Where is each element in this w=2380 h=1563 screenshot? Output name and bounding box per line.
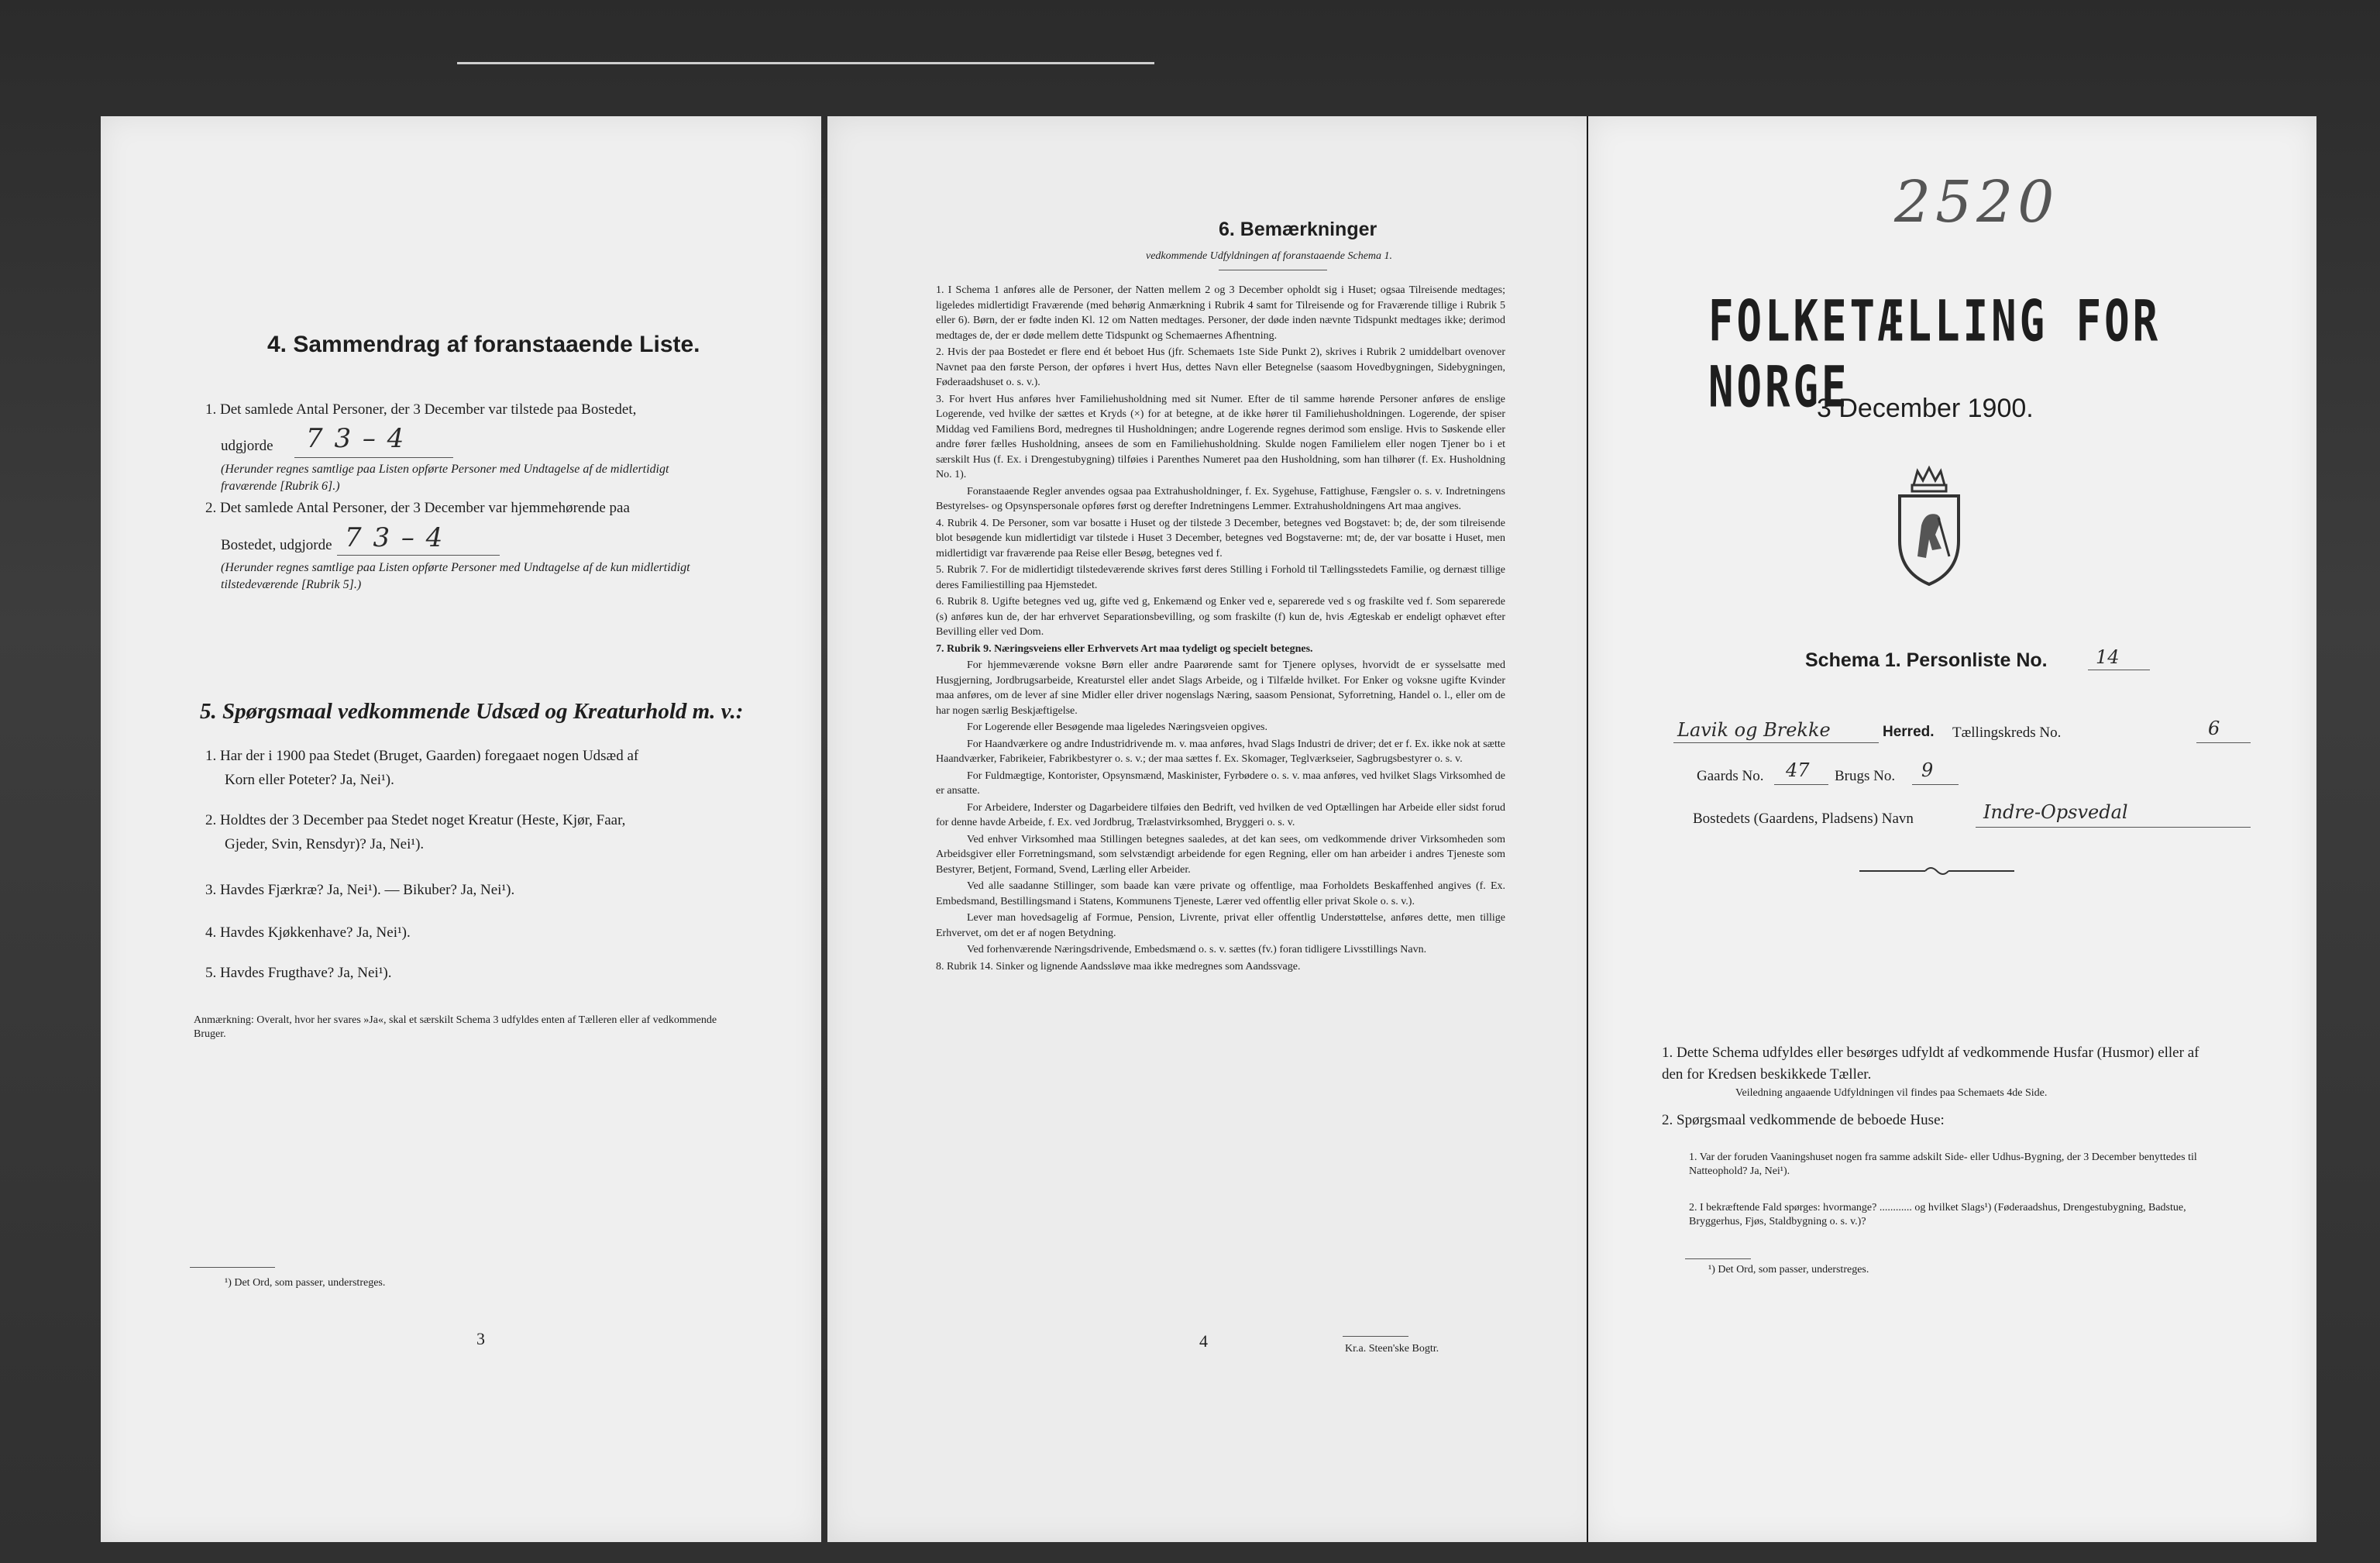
footnote: ¹) Det Ord, som passer, understreges. [225, 1277, 386, 1289]
section4-item2-note: (Herunder regnes samtlige paa Listen opførte Personer med Undtagelse af de kun midlertidigt tilstedeværende [Rubrik 5].) [221, 561, 690, 591]
gaards-no-handwritten: 47 [1786, 759, 1810, 781]
printer-credit: Kr.a. Steen'ske Bogtr. [1345, 1343, 1439, 1355]
remarks-title: 6. Bemærkninger [1219, 219, 1377, 240]
remark-5: 5. Rubrik 7. For de midlertidigt tilstedeværende skrives først deres Stilling i Forhold til Tællingsstedets Familie, og dernæst tillige deres Familiestilling paa Hjemstedet. [936, 564, 1505, 591]
ornament-divider [1859, 865, 2014, 877]
printer-rule [1343, 1336, 1408, 1337]
remark-7c: For Haandværkere og andre Industridrivende m. v. maa anføres, hvad Slags Industri de driver; det er f. Ex. ikke nok at sætte Haandværker, Fabrikeier, Fabrikbestyrer o. s. v.; der maa sættes f. Ex. Skomager, Teglværkseier, Sagbrugsbestyrer o. s. v. [936, 738, 1506, 765]
remark-7e: For Arbeidere, Inderster og Dagarbeidere tilføies den Bedrift, ved hvilken de ved Optællingen har Arbeide eller sidst forud for denne havde Arbeide, f. Ex. ved Jordbrug, Trælastvirksomhed, Bryggeri o. s. v. [936, 801, 1505, 828]
kreds-no-handwritten: 6 [2208, 718, 2220, 739]
brugs-no-handwritten: 9 [1921, 759, 1934, 781]
remark-7f: Ved enhver Virksomhed maa Stillingen betegnes saaledes, at det kan sees, om vedkommende driver Virksomheden som Arbeidsgiver eller Forretningsmand, som selvstændigt arbeidende for egen Regning, eller om han arbeider i andres Tjeneste som Bestyrer, Betjent, Formand, Svend, Lærling eller Arbeider. [936, 833, 1505, 876]
section5-q2: 2. Holdtes der 3 December paa Stedet noget Kreatur (Heste, Kjør, Faar, [205, 812, 626, 828]
middle-page [827, 116, 1602, 1542]
instruction-1: 1. Dette Schema udfyldes eller besørges udfyldt af vedkommende Husfar (Husmor) eller af den for Kredsen beskikkede Tæller. [1662, 1045, 2199, 1083]
fill-line [2196, 742, 2251, 743]
page-number: 3 [476, 1329, 485, 1348]
fill-line [337, 555, 500, 556]
section4-item1-handwritten: 7 3 – 4 [306, 423, 406, 454]
house-question-2: 2. I bekræftende Fald spørges: hvormange? ............ og hvilket Slags¹) (Føderaadshus, Drengestubygning, Badstue, Bryggerhus, Fjøs, Staldbygning o. s. v.)? [1689, 1202, 2186, 1228]
fill-line [1774, 784, 1828, 785]
fill-line [1673, 742, 1879, 743]
section5-q4: 4. Havdes Kjøkkenhave? Ja, Nei¹). [205, 924, 411, 941]
section4-item2-label: Bostedet, udgjorde [221, 537, 332, 553]
footnote-rule [1685, 1258, 1751, 1259]
footnote: ¹) Det Ord, som passer, understreges. [1708, 1264, 1869, 1276]
top-rule [457, 62, 1154, 64]
section4-item2-handwritten: 7 3 – 4 [345, 522, 445, 553]
brugs-label: Brugs No. [1835, 768, 1896, 784]
bosted-label: Bostedets (Gaardens, Pladsens) Navn [1693, 811, 1914, 827]
right-page [1588, 116, 2316, 1542]
footnote-rule [190, 1267, 275, 1268]
schema-label: Schema 1. Personliste No. [1805, 649, 2048, 671]
remark-3: 3. For hvert Hus anføres hver Familiehusholdning med sit Numer. Efter de til samme hørende Personer anføres de enslige Logerende, ved hvilke der sættes et Kryds (×) for at betegne, at de ikke hører til Familiehusholdningen. Logerende, der spiser Middag ved Familiens Bord, medregnes til Husholdningen; andre Logerende regnes derimod som enslige. Hvis to Søskende eller andre fører fælles Husholdning, ansees de som en Familiehusholdning. Skulde nogen Familielem eller nogen Tjener bo i et særskilt Hus (f. Ex. i Drengestubygning) tilføies i Parenthes Numeret paa den Husholdning, som han tilhører (f. Ex. Husholdning No. 1). [936, 393, 1505, 480]
section5-q1: 1. Har der i 1900 paa Stedet (Bruget, Gaarden) foregaaet nogen Udsæd af [205, 748, 639, 764]
instruction-2: 2. Spørgsmaal vedkommende de beboede Huse: [1662, 1112, 1945, 1128]
remarks-subtitle: vedkommende Udfyldningen af foranstaaende Schema 1. [1145, 250, 1393, 262]
section5-heading: 5. Spørgsmaal vedkommende Udsæd og Kreaturhold m. v.: [200, 699, 744, 724]
remark-7b: For Logerende eller Besøgende maa ligeledes Næringsveien opgives. [967, 721, 1267, 733]
instruction-1-note: Veiledning angaaende Udfyldningen vil findes paa Schemaets 4de Side. [1735, 1087, 2048, 1099]
remark-7: 7. Rubrik 9. Næringsveiens eller Erhvervets Art maa tydeligt og specielt betegnes. [936, 642, 1313, 655]
document-title: FOLKETÆLLING FOR NORGE [1708, 288, 2162, 421]
fill-line [294, 457, 453, 458]
section4-heading: 4. Sammendrag af foranstaaende Liste. [267, 332, 700, 357]
fill-line [1976, 827, 2251, 828]
schema-no-handwritten: 14 [2096, 646, 2120, 668]
archive-number: 2520 [1894, 169, 2059, 236]
remark-3b: Foranstaaende Regler anvendes ogsaa paa Extrahusholdninger, f. Ex. Sygehuse, Fattighuse, Fængsler o. s. v. Indretningens Bestyrelses- og Opsynspersonale opføres først og derefter Indretningens Lemmer. Extrahusholdningens Art maa angives. [936, 485, 1505, 512]
remark-6: 6. Rubrik 8. Ugifte betegnes ved ug, gifte ved g, Enkemænd og Enker ved e, separerede ved s og fraskilte ved f. Som separerede (s) anføres kun de, der har erhvervet Separationsbevilling, og som fraskilte (f) kun de, hvis Ægteskab er endeligt ophævet efter Bevilling eller ved Dom. [936, 596, 1505, 638]
remark-1: 1. I Schema 1 anføres alle de Personer, der Natten mellem 2 og 3 December opholdt sig i Huset; ogsaa Tilreisende medtages; ligeledes midlertidigt Fraværende (med behørig Anmærkning i Rubrik 4 samt for Tilreisende og for Fraværende tillige i Rubrik 5 eller 6). Børn, der er fødte inden Kl. 12 om Natten medtages. Personer, der døde inden nævnte Tidspunkt medtages ikke; derimod medtages de, der er døde mellem dette Tidspunkt og Schemaernes Afhentning. [936, 284, 1505, 342]
section4-item1-note: (Herunder regnes samtlige paa Listen opførte Personer med Undtagelse af de midlertidigt fraværende [Rubrik 6].) [221, 463, 669, 493]
remark-7i: Ved forhenværende Næringsdrivende, Embedsmænd o. s. v. sættes (fv.) foran tidligere Livsstillings Navn. [967, 944, 1427, 955]
fill-line [1912, 784, 1959, 785]
section4-item1: 1. Det samlede Antal Personer, der 3 December var tilstede paa Bostedet, [205, 401, 637, 418]
remark-7g: Ved alle saadanne Stillinger, som baade kan være private og offentlige, maa Forholdets Beskaffenhed angives (f. Ex. Embedsmand, Bestillingsmand i Statens, Kommunens Tjeneste, Lærer ved offentlig eller privat Skole o. s. v.). [936, 880, 1505, 907]
bosted-handwritten: Indre-Opsvedal [1983, 801, 2128, 823]
remarks-list [936, 283, 1505, 976]
norwegian-lion-crest-icon [1890, 463, 1968, 587]
section5-note: Anmærkning: Overalt, hvor her svares »Ja«, skal et særskilt Schema 3 udfyldes enten af Tælleren eller af vedkommende Bruger. [194, 1014, 717, 1041]
kreds-label: Tællingskreds No. [1952, 725, 2062, 741]
house-question-1: 1. Var der foruden Vaaningshuset nogen fra samme adskilt Side- eller Udhus-Bygning, der 3 December benyttedes til Natteophold? Ja, Nei¹). [1689, 1152, 2197, 1178]
remark-8: 8. Rubrik 14. Sinker og lignende Aandssløve maa ikke medregnes som Aandssvage. [936, 960, 1301, 973]
left-page [101, 116, 821, 1542]
section5-q1b: Korn eller Poteter? Ja, Nei¹). [225, 772, 394, 788]
herred-label: Herred. [1883, 724, 1935, 740]
page-number: 4 [1199, 1331, 1208, 1351]
remark-2: 2. Hvis der paa Bostedet er flere end ét beboet Hus (jfr. Schemaets 1ste Side Punkt 2), skrives i Rubrik 2 umiddelbart ovenover Navnet paa den første Person, der opføres i hvert Hus, dettes Navn eller Betegnelse (saasom Hovedbygningen, Sidebygningen, Føderaadshuset o. s. v.). [936, 346, 1505, 388]
census-date: 3 December 1900. [1817, 394, 2034, 423]
remark-7h: Lever man hovedsagelig af Formue, Pension, Livrente, privat eller offentlig Understøttelse, anføres dette, men tillige Erhvervet, om det er af nogen Betydning. [936, 912, 1505, 939]
section4-item1-label: udgjorde [221, 438, 273, 454]
remark-7d: For Fuldmægtige, Kontorister, Opsynsmænd, Maskinister, Fyrbødere o. s. v. maa anføres, ved hvilket Slags Virksomhed de er ansatte. [936, 769, 1505, 797]
section4-item2: 2. Det samlede Antal Personer, der 3 December var hjemmehørende paa [205, 500, 630, 516]
herred-handwritten: Lavik og Brekke [1677, 719, 1831, 741]
remark-7a: For hjemmeværende voksne Børn eller andre Paarørende samt for Tjenere oplyses, hvorvidt de er sysselsatte med Husgjerning, Jordbrugsarbeide, Kreaturstel eller andet Slags Arbeide, og i Tilfælde hvilket. For Enker og voksne ugifte Kvinder maa anføres, om de lever af sine Midler eller driver nogenslags Næring, saasom Pensionat, Syforretning, Handel o. l., eller om de har nogen særlig Beskjæftigelse. [936, 659, 1505, 717]
section5-q2b: Gjeder, Svin, Rensdyr)? Ja, Nei¹). [225, 836, 425, 852]
section5-q5: 5. Havdes Frugthave? Ja, Nei¹). [205, 965, 392, 981]
gaards-label: Gaards No. [1697, 768, 1764, 784]
remark-4: 4. Rubrik 4. De Personer, som var bosatte i Huset og der tilstede 3 December, betegnes ved Bogstavet: b; de, der som tilreisende blot besøgende kun midlertidigt var tilstede i Huset 3 December, betegnes ved Bogstaverne: mt; de, der var bosatte i Huset, men midlertidigt var fraværende paa Reise eller Besøg, betegnes ved f. [936, 517, 1505, 559]
section5-q3: 3. Havdes Fjærkræ? Ja, Nei¹). — Bikuber? Ja, Nei¹). [205, 882, 515, 898]
